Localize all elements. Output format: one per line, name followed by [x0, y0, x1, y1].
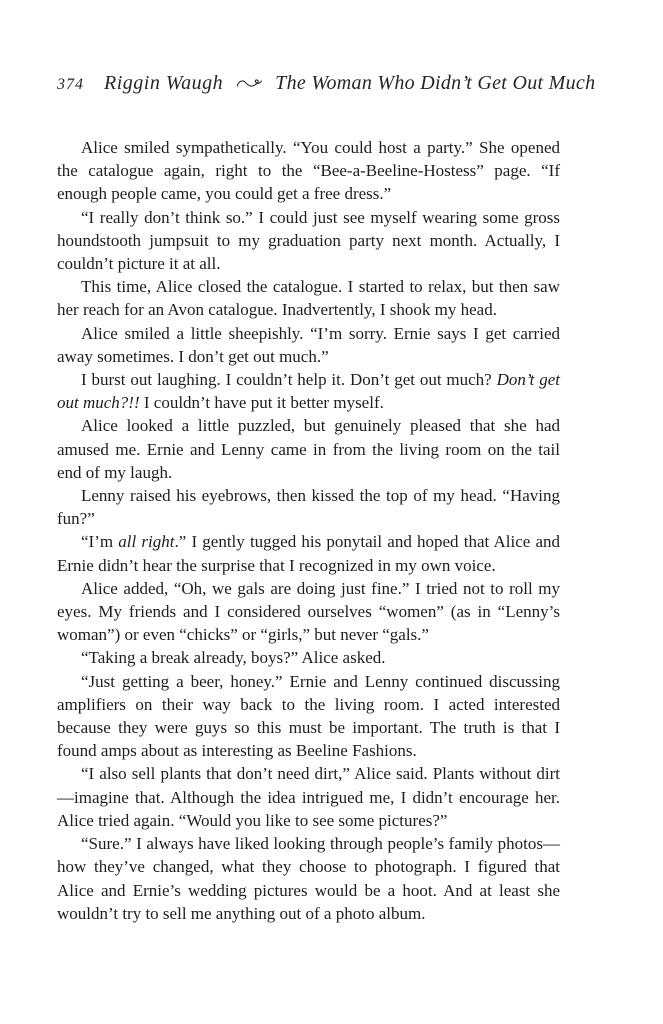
- paragraph-9: [57, 577, 560, 647]
- body-text: [57, 136, 560, 925]
- paragraph-4: [57, 322, 560, 368]
- italic-emphasis: all right: [118, 532, 175, 552]
- fleuron-swash-icon: [236, 77, 262, 91]
- paragraph-text: Lenny raised his eyebrows, then kissed the top of my head. “Having fun?”: [57, 486, 560, 529]
- paragraph-text: Alice smiled sympathetically. “You could host a party.” She opened the catalogue again, right to the “Bee-a-Beeline-Hostess” page. “If enough people came, you could get a free dress.”: [57, 138, 560, 204]
- paragraph-8: [57, 530, 560, 576]
- paragraph-6: [57, 414, 560, 484]
- paragraph-text: I burst out laughing. I couldn’t help it. Don’t get out much?: [81, 370, 497, 390]
- paragraph-text: “I really don’t think so.” I could just see myself wearing some gross houndstooth jumpsuit to my graduation party next month. Actually, I couldn’t picture it at all.: [57, 207, 560, 274]
- running-head: [57, 72, 596, 95]
- running-head-author: Riggin Waugh: [104, 72, 224, 94]
- paragraph-text: “Taking a break already, boys?” Alice asked.: [81, 648, 386, 668]
- paragraph-2: [57, 206, 560, 276]
- paragraph-text: “I’m: [81, 532, 119, 552]
- paragraph-13: [57, 832, 560, 925]
- paragraph-text: Alice smiled a little sheepishly. “I’m sorry. Ernie says I get carried away sometimes. I don’t get out much.”: [57, 323, 560, 366]
- paragraph-text: “I also sell plants that don’t need dirt,” Alice said. Plants without dirt—imagine that. Although the idea intrigued me, I didn’t encourage her. Alice tried again. “Would you like to see some pictures?”: [57, 764, 560, 830]
- paragraph-12: [57, 762, 560, 832]
- paragraph-text: I couldn’t have put it better myself.: [139, 393, 384, 413]
- paragraph-text: “Just getting a beer, honey.” Ernie and Lenny continued discussing amplifiers on their way back to the living room. I acted interested because they were guys so this must be important. The truth is that I found amps about as interesting as Beeline Fashions.: [57, 671, 560, 761]
- paragraph-text: This time, Alice closed the catalogue. I started to relax, but then saw her reach for an Avon catalogue. Inadvertently, I shook my head.: [57, 277, 560, 320]
- italic-emphasis: Don’t get out much?!!: [57, 370, 560, 413]
- paragraph-10: [57, 646, 560, 669]
- paragraph-text: Alice looked a little puzzled, but genuinely pleased that she had amused me. Ernie and Lenny came in from the living room on the tail end of my laugh.: [57, 416, 560, 482]
- paragraph-text: .” I gently tugged his ponytail and hoped that Alice and Ernie didn’t hear the surprise that I recognized in my own voice.: [57, 532, 561, 575]
- page-number: 374: [57, 76, 84, 93]
- paragraph-5: [57, 368, 560, 414]
- running-head-title: The Woman Who Didn’t Get Out Much: [275, 72, 596, 94]
- paragraph-11: [57, 670, 560, 763]
- paragraph-text: “Sure.” I always have liked looking through people’s family photos—how they’ve changed, what they choose to photograph. I figured that Alice and Ernie’s wedding pictures would be a hoot. And at least she wouldn’t try to sell me anything out of a photo album.: [57, 834, 560, 923]
- paragraph-3: [57, 275, 560, 321]
- paragraph-text: Alice added, “Oh, we gals are doing just fine.” I tried not to roll my eyes. My friends and I considered ourselves “women” (as in “Lenny’s woman”) or even “chicks” or “girls,” but never “gals.”: [57, 578, 560, 645]
- paragraph-1: [57, 136, 560, 206]
- paragraph-7: [57, 484, 560, 530]
